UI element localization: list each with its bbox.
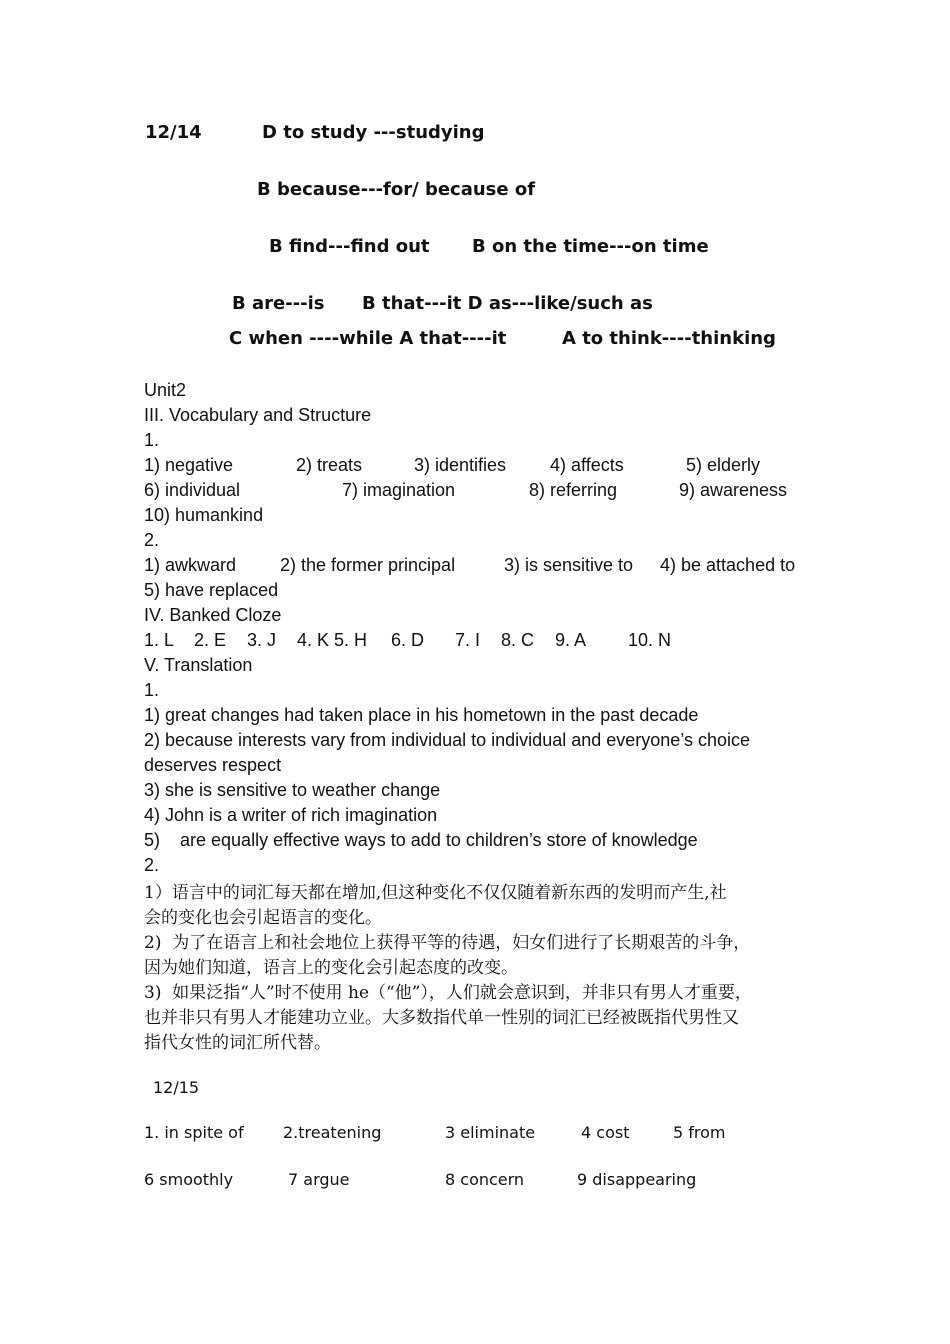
chinese-translation-line: 1）语言中的词汇每天都在增加,但这种变化不仅仅随着新东西的发明而产生,社 — [144, 883, 727, 903]
translation-line: 3) she is sensitive to weather change — [144, 780, 441, 800]
item-number: 2. — [144, 530, 160, 550]
cloze-answer: 8. C — [501, 630, 535, 650]
cloze-answer: 7. I — [455, 630, 481, 650]
cloze-answer: 4. K 5. H — [297, 630, 368, 650]
unit-title: Unit2 — [144, 380, 187, 400]
section-heading: IV. Banked Cloze — [144, 605, 282, 625]
vocab-answer: 10) humankind — [144, 505, 264, 525]
cloze-answer: 6. D — [391, 630, 425, 650]
vocab-answer: 9) awareness — [679, 480, 788, 500]
cloze-answer: 10. N — [628, 630, 672, 650]
answer-line: D to study ---studying — [262, 122, 485, 143]
phrase-answer: 2) the former principal — [280, 555, 456, 575]
chinese-translation-line: 3) 如果泛指“人”时不使用 he（“他”），人们就会意识到，并非只有男人才重要， — [144, 983, 752, 1003]
chinese-translation-line: 也并非只有男人才能建功立业。大多数指代单一性别的词汇已经被既指代男性又 — [144, 1008, 739, 1028]
item-number: 2. — [144, 855, 160, 875]
vocab-answer: 3) identifies — [414, 455, 507, 475]
section-heading: III. Vocabulary and Structure — [144, 405, 372, 425]
item-number: 1. — [144, 680, 160, 700]
answer-line: B that---it D as---like/such as — [362, 293, 653, 314]
date-heading: 12/15 — [153, 1078, 200, 1097]
vocab-answer: 1) negative — [144, 455, 234, 475]
word-answer: 3 eliminate — [445, 1123, 536, 1142]
cloze-answer: 3. J — [247, 630, 277, 650]
date-heading: 12/14 — [145, 122, 202, 143]
vocab-answer: 8) referring — [529, 480, 618, 500]
vocab-answer: 5) elderly — [686, 455, 761, 475]
answer-line: B are---is — [232, 293, 325, 314]
chinese-translation-line: 因为她们知道，语言上的变化会引起态度的改变。 — [144, 958, 518, 978]
vocab-answer: 7) imagination — [342, 480, 456, 500]
item-number: 1. — [144, 430, 160, 450]
phrase-answer: 1) awkward — [144, 555, 237, 575]
chinese-translation-line: 会的变化也会引起语言的变化。 — [144, 908, 382, 928]
translation-line: 5) are equally effective ways to add to children’s store of knowledge — [144, 830, 698, 850]
phrase-answer: 3) is sensitive to — [504, 555, 634, 575]
answer-line: C when ----while A that----it — [229, 328, 507, 349]
word-answer: 9 disappearing — [577, 1170, 697, 1189]
cloze-answer: 1. L — [144, 630, 175, 650]
answer-line: B on the time---on time — [472, 236, 709, 257]
vocab-answer: 6) individual — [144, 480, 241, 500]
cloze-answer: 2. E — [194, 630, 227, 650]
word-answer: 2.treatening — [283, 1123, 382, 1142]
translation-line: 4) John is a writer of rich imagination — [144, 805, 438, 825]
translation-line: deserves respect — [144, 755, 282, 775]
section-heading: V. Translation — [144, 655, 253, 675]
vocab-answer: 4) affects — [550, 455, 624, 475]
phrase-answer: 4) be attached to — [660, 555, 796, 575]
word-answer: 1. in spite of — [144, 1123, 244, 1142]
cloze-answer: 9. A — [555, 630, 587, 650]
vocab-answer: 2) treats — [296, 455, 363, 475]
phrase-answer: 5) have replaced — [144, 580, 279, 600]
answer-line: B because---for/ because of — [257, 179, 536, 200]
answer-line: A to think----thinking — [562, 328, 776, 349]
translation-line: 2) because interests vary from individual to individual and everyone’s choice — [144, 730, 750, 750]
chinese-translation-line: 指代女性的词汇所代替。 — [144, 1033, 331, 1053]
word-answer: 5 from — [673, 1123, 726, 1142]
translation-line: 1) great changes had taken place in his hometown in the past decade — [144, 705, 699, 725]
word-answer: 7 argue — [288, 1170, 350, 1189]
chinese-translation-line: 2) 为了在语言上和社会地位上获得平等的待遇，妇女们进行了长期艰苦的斗争， — [144, 933, 751, 953]
word-answer: 6 smoothly — [144, 1170, 234, 1189]
word-answer: 8 concern — [445, 1170, 525, 1189]
word-answer: 4 cost — [581, 1123, 630, 1142]
answer-line: B find---find out — [269, 236, 430, 257]
